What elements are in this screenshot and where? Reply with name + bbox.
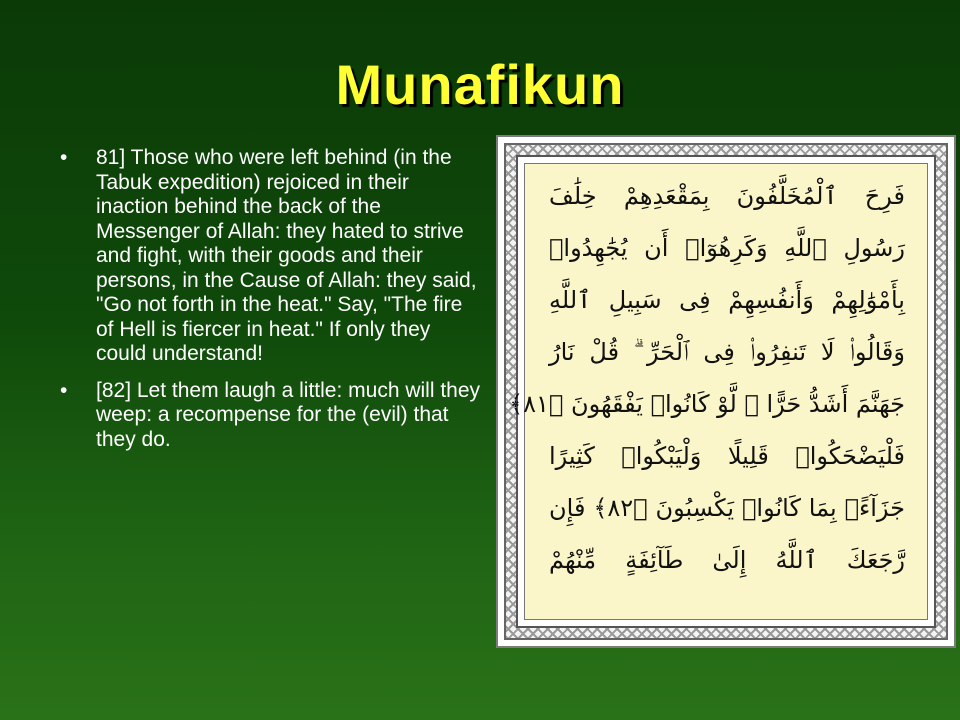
bullet-text: [82] Let them laugh a little: much will they weep: a recompense for the (evil) that they do. [96,378,481,451]
quran-text-panel [509,163,928,620]
quran-line-1: فَرِحَ ٱلْمُخَلَّفُونَ بِمَقْعَدِهِمْ خِلَٰفَ [549,182,905,210]
quran-page-image [496,135,956,648]
quran-line-5: جَهَنَّمَ أَشَدُّ حَرًّا ۚ لَّوْ كَانُوا۟ يَفْقَهُونَ ﴿٨١﴾ [509,390,905,418]
bullet-text: 81] Those who were left behind (in the Tabuk expedition) rejoiced in their inaction behind the back of the Messenger of Allah: they hated to strive and fight, with their goods and their persons, in the Cause of Allah: they said, "Go not forth in the heat." Say, "The fire of Hell is fiercer in heat." If only they could understand! [96,146,477,365]
bullet-item-82 [60,379,485,453]
quran-line-3: بِأَمْوَٰلِهِمْ وَأَنفُسِهِمْ فِى سَبِيلِ ٱللَّهِ [549,286,905,314]
quran-line-8: رَّجَعَكَ ٱللَّهُ إِلَىٰ طَآئِفَةٍ مِّنْهُمْ [549,546,905,574]
bullet-item-81 [60,146,485,367]
quran-line-4: وَقَالُوا۟ لَا تَنفِرُوا۟ فِى ٱلْحَرِّ ۗ قُلْ نَارُ [549,338,905,366]
quran-line-6: فَلْيَضْحَكُوا۟ قَلِيلًا وَلْيَبْكُوا۟ كَثِيرًا [549,442,905,470]
bullet-list [60,146,485,464]
slide-title: Munafikun [335,53,625,116]
bullet-marker: • [60,378,68,402]
quran-line-2: رَسُولِ ٱللَّهِ وَكَرِهُوٓا۟ أَن يُجَٰهِدُوا۟ [549,234,905,262]
bullet-marker: • [60,146,68,169]
quran-line-7: جَزَآءًۢ بِمَا كَانُوا۟ يَكْسِبُونَ ﴿٨٢﴾ فَإِن [549,494,905,522]
